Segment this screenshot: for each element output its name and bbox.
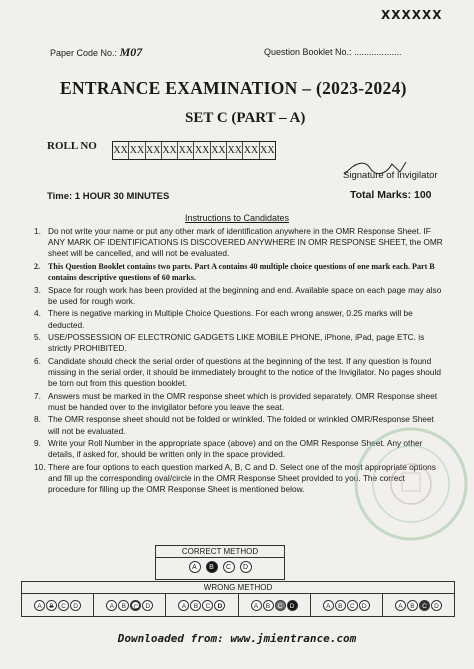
instruction-item (34, 356, 444, 390)
correct-method-label: CORRECT METHOD (156, 546, 284, 558)
bubble-dotted: D (214, 600, 225, 611)
roll-no-boxes (112, 141, 276, 160)
bubble-partial: C (275, 600, 286, 611)
instruction-item (34, 226, 444, 260)
roll-cell: XX (211, 142, 227, 159)
instruction-item (34, 308, 444, 330)
roll-cell: XX (260, 145, 275, 156)
institution-seal-stamp (352, 425, 470, 543)
wrong-example-double (311, 594, 383, 616)
instructions-title: Instructions to Candidates (184, 213, 290, 223)
bubble: D (142, 600, 153, 611)
bubble: B (118, 600, 129, 611)
exam-title: ENTRANCE EXAMINATION – (2023-2024) (60, 78, 407, 98)
bubble-crossed: B (46, 600, 57, 611)
wrong-example-cross (22, 594, 94, 616)
instruction-number: 3. (34, 284, 41, 295)
instruction-text: There is negative marking in Multiple Choice Questions. For each wrong answer, 0.25 marks will be deducted. (48, 308, 413, 330)
instruction-number: 6. (34, 355, 41, 366)
wrong-example-dot (166, 594, 238, 616)
bubble-ticked: C (130, 600, 141, 611)
download-footer: Downloaded from: www.jmientrance.com (117, 632, 357, 645)
roll-cell: XX (194, 142, 210, 159)
instruction-number: 10. (34, 461, 46, 472)
paper-code-value: M07 (119, 45, 143, 59)
bubble: A (323, 600, 334, 611)
instruction-item (34, 285, 444, 307)
instruction-number: 1. (34, 226, 41, 236)
roll-no-label: ROLL NO (47, 140, 97, 152)
wrong-method-label: WRONG METHOD (22, 582, 454, 594)
bubble: B (190, 600, 201, 611)
bubble: A (34, 600, 45, 611)
correct-method-bubbles (156, 558, 284, 573)
paper-code-label: Paper Code No.: (50, 48, 118, 58)
instruction-number: 5. (34, 332, 41, 343)
set-label: SET C (PART – A) (185, 110, 306, 126)
instruction-number: 7. (34, 390, 41, 401)
instruction-text: Space for rough work has been provided at the beginning and end. Available space on each page may also be used for rough work. (48, 284, 442, 306)
bubble-c: C (223, 561, 235, 573)
instruction-text: Do not write your name or put any other mark of identification anywhere in the OMR Response Sheet. IF ANY MARK OF IDENTIFICATIONS IS DISCOVERED ANYWHERE IN OMR RESPONSE SHEET, the OMR sheet will be cancelled, and will not be evaluated. (48, 226, 443, 259)
wrong-method-examples (22, 594, 454, 616)
bubble: D (70, 600, 81, 611)
bubble: C (58, 600, 69, 611)
roll-cell: XX (227, 142, 243, 159)
bubble-b-filled: B (206, 561, 218, 573)
bubble: A (251, 600, 262, 611)
bubble: D (359, 600, 370, 611)
bubble: A (106, 600, 117, 611)
instruction-item (34, 332, 444, 354)
bubble-overfilled: C (419, 600, 430, 611)
bubble: A (178, 600, 189, 611)
bubble: C (347, 600, 358, 611)
instruction-number: 9. (34, 438, 41, 449)
signature-label: Signature of Invigilator (343, 170, 438, 181)
bubble: B (407, 600, 418, 611)
instruction-item (34, 261, 444, 283)
roll-cell: XX (243, 142, 259, 159)
instruction-number: 2. (34, 261, 41, 271)
bubble: B (263, 600, 274, 611)
instruction-text: USE/POSSESSION OF ELECTRONIC GADGETS LIKE MOBILE PHONE, iPhone, iPad, page ETC. is strictly PROHIBITED. (48, 332, 425, 354)
bubble-filled: D (287, 600, 298, 611)
wrong-example-partial-fill (239, 594, 311, 616)
correct-method-box (155, 545, 285, 580)
bubble-d: D (240, 561, 252, 573)
roll-cell: XX (162, 142, 178, 159)
instruction-text: This Question Booklet contains two parts. Part A contains 40 multiple choice questions of one mark each. Part B contains descriptive questions of 60 marks. (48, 261, 435, 283)
bubble: B (335, 600, 346, 611)
wrong-example-overfill (383, 594, 454, 616)
total-marks: Total Marks: 100 (350, 189, 432, 201)
bubble: D (431, 600, 442, 611)
instruction-item (34, 391, 444, 413)
instruction-text: Candidate should check the serial order of questions at the beginning of the test. If any question is found missing in the serial order, it should be immediately brought to the notice of the Invigilator. No pages should be torn out from this question booklet. (48, 355, 441, 389)
instruction-number: 4. (34, 308, 41, 319)
roll-cell: XX (146, 142, 162, 159)
question-booklet-no: Question Booklet No.: ................... (264, 47, 402, 57)
instruction-number: 8. (34, 414, 41, 425)
bubble: A (395, 600, 406, 611)
roll-cell: XX (178, 142, 194, 159)
wrong-example-tick (94, 594, 166, 616)
top-mark: XXXXXX (381, 8, 443, 22)
paper-code (50, 45, 142, 60)
bubble: C (202, 600, 213, 611)
instruction-text: Write your Roll Number in the appropriate space (above) and on the OMR Response Sheet. Any other details, if asked for, should be written only in the space provided. (48, 438, 423, 460)
bubble-a: A (189, 561, 201, 573)
instruction-text: There are four options to each question marked A, B, C and D. Select one of the most appropriate options and fill up the corresponding oval/circle in the OMR Response Sheet provided to you. The correct procedure for filling up the OMR Response Sheet is mentioned below. (48, 461, 436, 495)
roll-cell: XX (129, 142, 145, 159)
wrong-method-box (21, 581, 455, 617)
roll-cell: XX (113, 142, 129, 159)
exam-time: Time: 1 HOUR 30 MINUTES (47, 191, 170, 202)
instruction-text: The OMR response sheet should not be folded or wrinkled. The folded or wrinkled OMR/Response Sheet will not be evaluated. (48, 414, 434, 436)
instruction-text: Answers must be marked in the OMR response sheet which is provided separately. OMR Response sheet must be handed over to the invigilator before you leave the seat. (48, 390, 438, 412)
